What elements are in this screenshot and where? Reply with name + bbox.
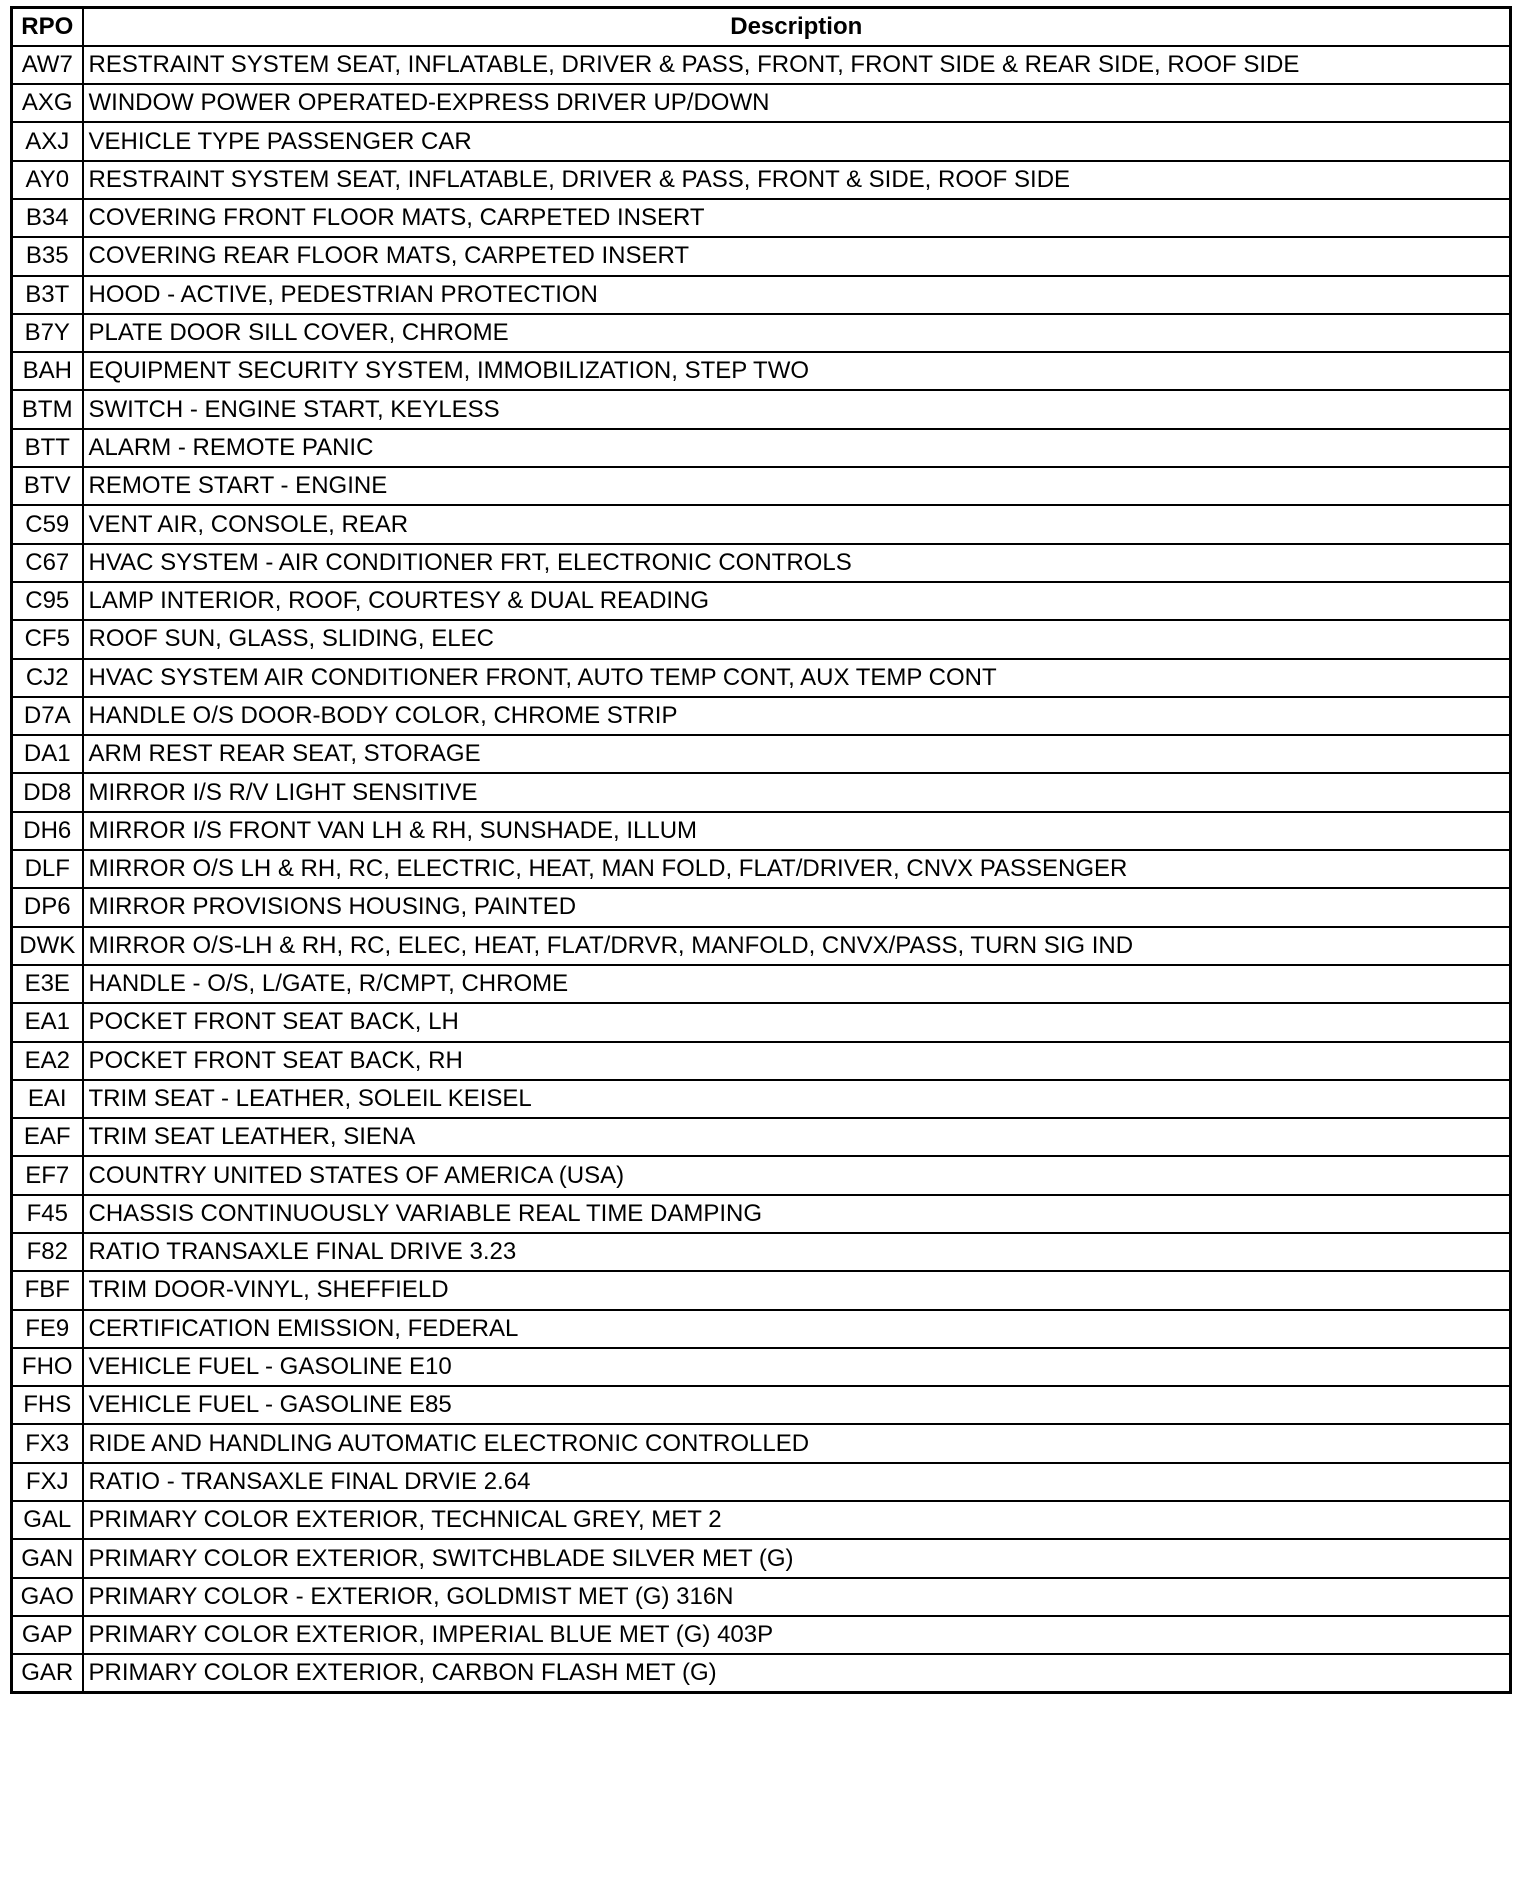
description-cell: POCKET FRONT SEAT BACK, LH: [83, 1003, 1511, 1041]
rpo-code-cell: FHS: [12, 1386, 83, 1424]
description-cell: CHASSIS CONTINUOUSLY VARIABLE REAL TIME DAMPING: [83, 1195, 1511, 1233]
description-cell: MIRROR I/S FRONT VAN LH & RH, SUNSHADE, ILLUM: [83, 812, 1511, 850]
rpo-code-cell: E3E: [12, 965, 83, 1003]
table-row: [12, 1156, 1511, 1194]
description-cell: WINDOW POWER OPERATED-EXPRESS DRIVER UP/DOWN: [83, 84, 1511, 122]
table-row: [12, 122, 1511, 160]
rpo-code-cell: DH6: [12, 812, 83, 850]
table-row: [12, 46, 1511, 84]
rpo-code-cell: FXJ: [12, 1463, 83, 1501]
table-row: [12, 1195, 1511, 1233]
description-cell: RESTRAINT SYSTEM SEAT, INFLATABLE, DRIVER & PASS, FRONT & SIDE, ROOF SIDE: [83, 161, 1511, 199]
rpo-code-cell: GAR: [12, 1654, 83, 1692]
rpo-code-cell: GAP: [12, 1616, 83, 1654]
table-row: [12, 1578, 1511, 1616]
rpo-code-cell: CF5: [12, 620, 83, 658]
description-cell: TRIM SEAT - LEATHER, SOLEIL KEISEL: [83, 1080, 1511, 1118]
table-row: [12, 161, 1511, 199]
table-body: [12, 46, 1511, 1693]
table-row: [12, 1424, 1511, 1462]
table-row: [12, 1080, 1511, 1118]
table-row: [12, 276, 1511, 314]
description-cell: HVAC SYSTEM - AIR CONDITIONER FRT, ELECTRONIC CONTROLS: [83, 544, 1511, 582]
rpo-code-cell: EAI: [12, 1080, 83, 1118]
table-row: [12, 773, 1511, 811]
description-cell: PRIMARY COLOR EXTERIOR, TECHNICAL GREY, MET 2: [83, 1501, 1511, 1539]
description-cell: COUNTRY UNITED STATES OF AMERICA (USA): [83, 1156, 1511, 1194]
table-row: [12, 850, 1511, 888]
description-cell: HANDLE O/S DOOR-BODY COLOR, CHROME STRIP: [83, 697, 1511, 735]
table-row: [12, 1386, 1511, 1424]
table-row: [12, 1348, 1511, 1386]
table-row: [12, 544, 1511, 582]
table-row: [12, 237, 1511, 275]
description-cell: VEHICLE TYPE PASSENGER CAR: [83, 122, 1511, 160]
description-cell: RIDE AND HANDLING AUTOMATIC ELECTRONIC CONTROLLED: [83, 1424, 1511, 1462]
rpo-code-cell: BTM: [12, 390, 83, 428]
description-cell: RATIO TRANSAXLE FINAL DRIVE 3.23: [83, 1233, 1511, 1271]
description-cell: VEHICLE FUEL - GASOLINE E10: [83, 1348, 1511, 1386]
rpo-code-cell: DA1: [12, 735, 83, 773]
description-cell: TRIM SEAT LEATHER, SIENA: [83, 1118, 1511, 1156]
rpo-code-cell: AXG: [12, 84, 83, 122]
rpo-code-cell: C67: [12, 544, 83, 582]
rpo-code-cell: DLF: [12, 850, 83, 888]
description-cell: COVERING REAR FLOOR MATS, CARPETED INSERT: [83, 237, 1511, 275]
table-row: [12, 1539, 1511, 1577]
description-cell: LAMP INTERIOR, ROOF, COURTESY & DUAL READING: [83, 582, 1511, 620]
rpo-code-cell: FHO: [12, 1348, 83, 1386]
rpo-code-cell: B3T: [12, 276, 83, 314]
table-row: [12, 1042, 1511, 1080]
table-row: [12, 927, 1511, 965]
table-row: [12, 620, 1511, 658]
rpo-code-cell: EA2: [12, 1042, 83, 1080]
description-cell: RATIO - TRANSAXLE FINAL DRVIE 2.64: [83, 1463, 1511, 1501]
rpo-code-cell: BTT: [12, 429, 83, 467]
description-cell: PRIMARY COLOR - EXTERIOR, GOLDMIST MET (G) 316N: [83, 1578, 1511, 1616]
rpo-code-cell: F82: [12, 1233, 83, 1271]
rpo-code-cell: DWK: [12, 927, 83, 965]
table-header: [12, 8, 1511, 46]
description-cell: MIRROR O/S-LH & RH, RC, ELEC, HEAT, FLAT/DRVR, MANFOLD, CNVX/PASS, TURN SIG IND: [83, 927, 1511, 965]
table-row: [12, 1501, 1511, 1539]
rpo-table: [10, 6, 1512, 1694]
description-cell: HANDLE - O/S, L/GATE, R/CMPT, CHROME: [83, 965, 1511, 1003]
description-cell: MIRROR I/S R/V LIGHT SENSITIVE: [83, 773, 1511, 811]
rpo-code-cell: BTV: [12, 467, 83, 505]
rpo-code-cell: DD8: [12, 773, 83, 811]
rpo-code-cell: AXJ: [12, 122, 83, 160]
description-cell: HOOD - ACTIVE, PEDESTRIAN PROTECTION: [83, 276, 1511, 314]
rpo-code-cell: AY0: [12, 161, 83, 199]
description-cell: COVERING FRONT FLOOR MATS, CARPETED INSERT: [83, 199, 1511, 237]
rpo-code-cell: F45: [12, 1195, 83, 1233]
rpo-code-cell: GAO: [12, 1578, 83, 1616]
table-row: [12, 659, 1511, 697]
rpo-code-cell: B34: [12, 199, 83, 237]
table-row: [12, 505, 1511, 543]
description-cell: VENT AIR, CONSOLE, REAR: [83, 505, 1511, 543]
table-row: [12, 582, 1511, 620]
description-cell: PRIMARY COLOR EXTERIOR, SWITCHBLADE SILVER MET (G): [83, 1539, 1511, 1577]
description-cell: PLATE DOOR SILL COVER, CHROME: [83, 314, 1511, 352]
rpo-code-cell: GAN: [12, 1539, 83, 1577]
table-row: [12, 1310, 1511, 1348]
table-row: [12, 735, 1511, 773]
rpo-code-cell: FE9: [12, 1310, 83, 1348]
description-cell: VEHICLE FUEL - GASOLINE E85: [83, 1386, 1511, 1424]
table-row: [12, 1233, 1511, 1271]
description-cell: EQUIPMENT SECURITY SYSTEM, IMMOBILIZATION, STEP TWO: [83, 352, 1511, 390]
table-row: [12, 429, 1511, 467]
table-row: [12, 1616, 1511, 1654]
description-cell: PRIMARY COLOR EXTERIOR, IMPERIAL BLUE MET (G) 403P: [83, 1616, 1511, 1654]
description-column-header: Description: [83, 8, 1511, 46]
rpo-code-cell: EF7: [12, 1156, 83, 1194]
rpo-code-cell: C95: [12, 582, 83, 620]
description-cell: ALARM - REMOTE PANIC: [83, 429, 1511, 467]
rpo-code-cell: DP6: [12, 888, 83, 926]
description-cell: HVAC SYSTEM AIR CONDITIONER FRONT, AUTO TEMP CONT, AUX TEMP CONT: [83, 659, 1511, 697]
table-row: [12, 1654, 1511, 1692]
table-row: [12, 1003, 1511, 1041]
rpo-code-cell: EA1: [12, 1003, 83, 1041]
description-cell: REMOTE START - ENGINE: [83, 467, 1511, 505]
rpo-code-cell: B7Y: [12, 314, 83, 352]
table-row: [12, 352, 1511, 390]
table-row: [12, 84, 1511, 122]
description-cell: SWITCH - ENGINE START, KEYLESS: [83, 390, 1511, 428]
table-row: [12, 812, 1511, 850]
table-row: [12, 467, 1511, 505]
description-cell: MIRROR PROVISIONS HOUSING, PAINTED: [83, 888, 1511, 926]
table-row: [12, 697, 1511, 735]
rpo-code-cell: B35: [12, 237, 83, 275]
rpo-column-header: RPO: [12, 8, 83, 46]
header-row: [12, 8, 1511, 46]
description-cell: POCKET FRONT SEAT BACK, RH: [83, 1042, 1511, 1080]
rpo-code-cell: AW7: [12, 46, 83, 84]
rpo-code-cell: EAF: [12, 1118, 83, 1156]
description-cell: MIRROR O/S LH & RH, RC, ELECTRIC, HEAT, MAN FOLD, FLAT/DRIVER, CNVX PASSENGER: [83, 850, 1511, 888]
table-row: [12, 1271, 1511, 1309]
description-cell: CERTIFICATION EMISSION, FEDERAL: [83, 1310, 1511, 1348]
rpo-code-cell: D7A: [12, 697, 83, 735]
description-cell: PRIMARY COLOR EXTERIOR, CARBON FLASH MET (G): [83, 1654, 1511, 1692]
table-row: [12, 314, 1511, 352]
description-cell: RESTRAINT SYSTEM SEAT, INFLATABLE, DRIVER & PASS, FRONT, FRONT SIDE & REAR SIDE, ROOF SIDE: [83, 46, 1511, 84]
table-row: [12, 390, 1511, 428]
rpo-code-cell: C59: [12, 505, 83, 543]
description-cell: TRIM DOOR-VINYL, SHEFFIELD: [83, 1271, 1511, 1309]
description-cell: ARM REST REAR SEAT, STORAGE: [83, 735, 1511, 773]
rpo-code-cell: FBF: [12, 1271, 83, 1309]
description-cell: ROOF SUN, GLASS, SLIDING, ELEC: [83, 620, 1511, 658]
rpo-code-cell: CJ2: [12, 659, 83, 697]
rpo-code-cell: FX3: [12, 1424, 83, 1462]
table-row: [12, 199, 1511, 237]
table-row: [12, 888, 1511, 926]
rpo-code-cell: GAL: [12, 1501, 83, 1539]
table-row: [12, 1118, 1511, 1156]
table-row: [12, 965, 1511, 1003]
table-row: [12, 1463, 1511, 1501]
rpo-code-cell: BAH: [12, 352, 83, 390]
